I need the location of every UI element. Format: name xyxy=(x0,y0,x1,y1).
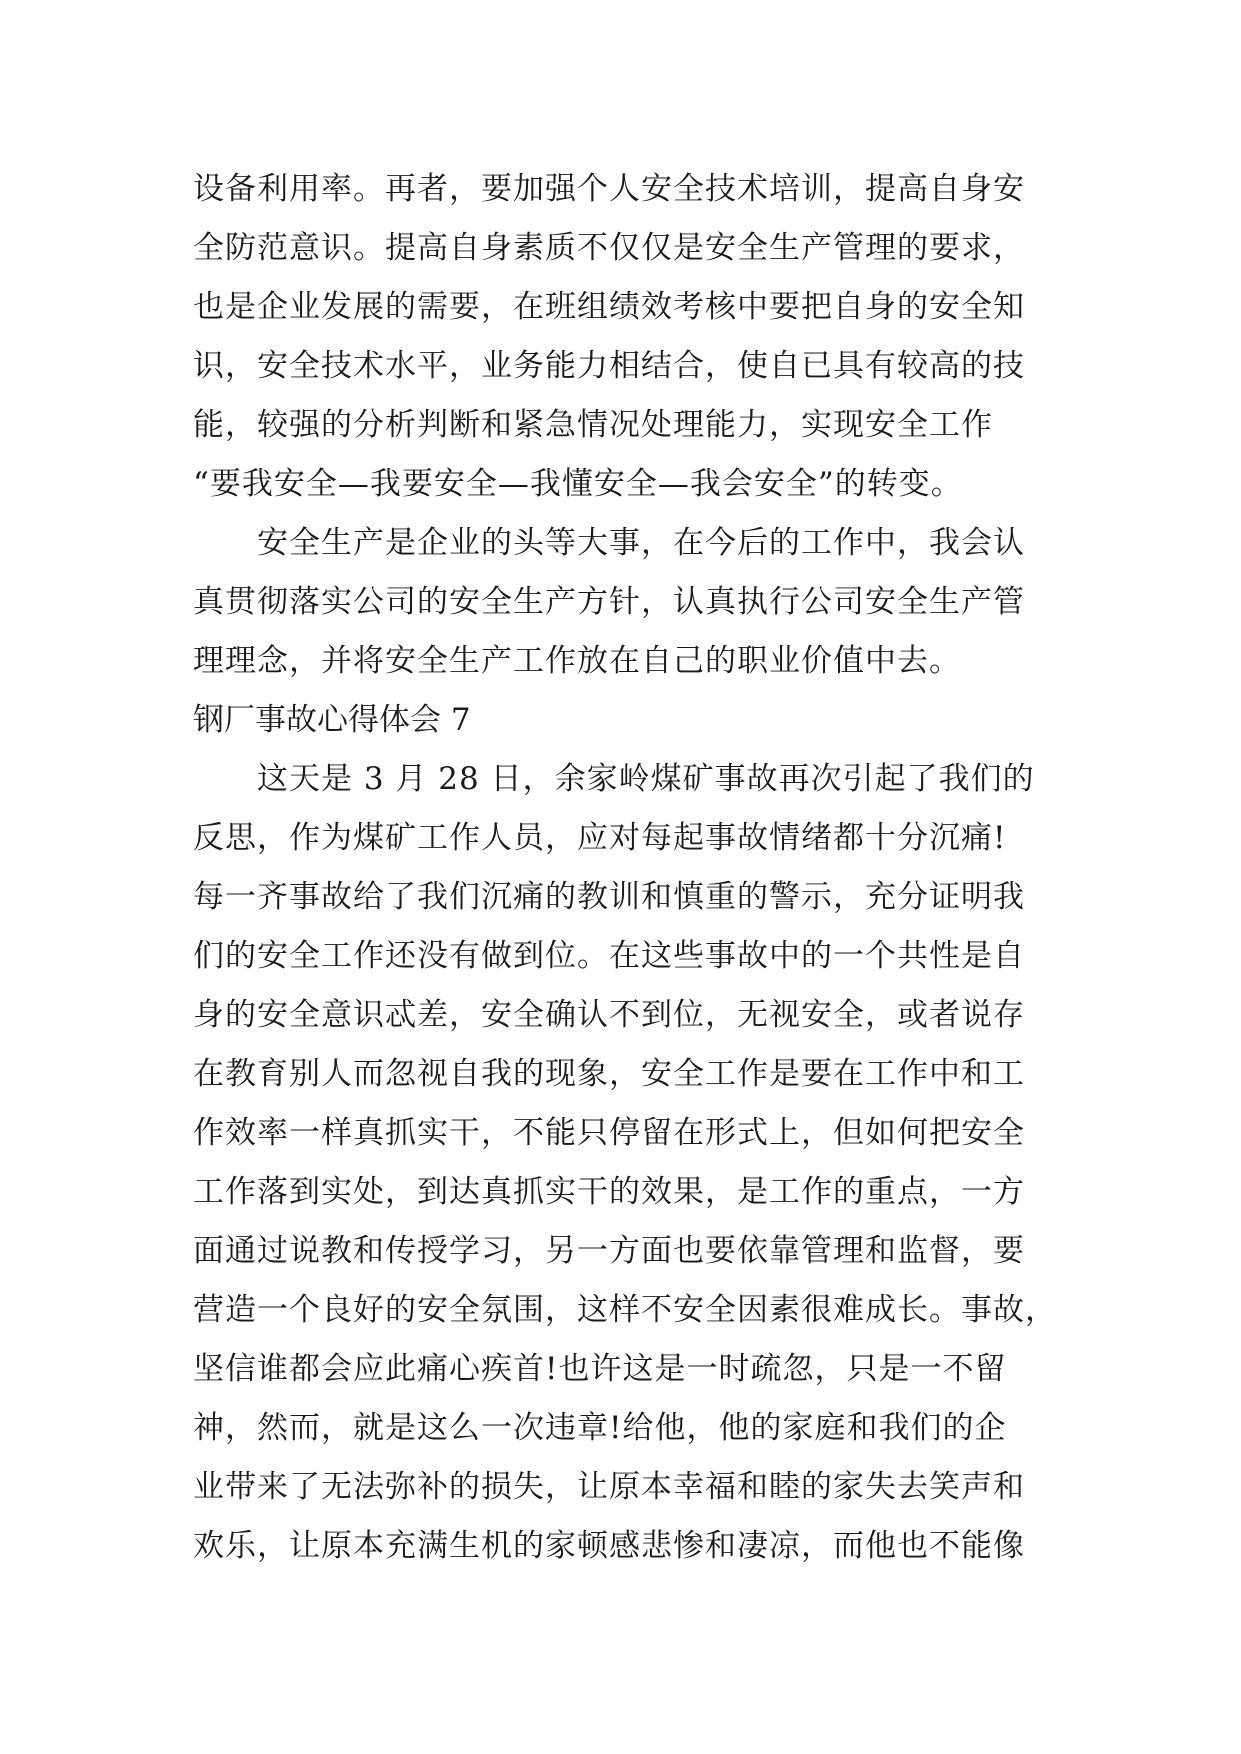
text-line: 设备利用率。再者，要加强个人安全技术培训，提高自身安 xyxy=(193,171,1025,207)
text-line: 面通过说教和传授学习，另一方面也要依靠管理和监督，要 xyxy=(193,1233,1025,1269)
text-line: 全防范意识。提高自身素质不仅仅是安全生产管理的要求， xyxy=(193,230,1025,266)
text-line: 真贯彻落实公司的安全生产方针，认真执行公司安全生产管 xyxy=(193,584,1025,620)
text-line: 反思，作为煤矿工作人员，应对每起事故情绪都十分沉痛! xyxy=(193,820,1007,856)
section-heading: 钢厂事故心得体会 7 xyxy=(193,702,471,738)
text-line: 每一齐事故给了我们沉痛的教训和慎重的警示，充分证明我 xyxy=(193,879,1025,915)
text-line: “要我安全—我要安全—我懂安全—我会安全”的转变。 xyxy=(193,466,963,502)
body-text xyxy=(193,160,1073,1576)
text-line: 坚信谁都会应此痛心疾首!也许这是一时疏忽，只是一不留 xyxy=(193,1351,1007,1387)
text-line: 在教育别人而忽视自我的现象，安全工作是要在工作中和工 xyxy=(193,1056,1025,1092)
text-line: 也是企业发展的需要，在班组绩效考核中要把自身的安全知 xyxy=(193,289,1025,325)
text-line: 工作落到实处，到达真抓实干的效果，是工作的重点，一方 xyxy=(193,1174,1025,1210)
text-line: 业带来了无法弥补的损失，让原本幸福和睦的家失去笑声和 xyxy=(193,1469,1025,1505)
text-line: 神，然而，就是这么一次违章!给他，他的家庭和我们的企 xyxy=(193,1410,1007,1446)
text-line: 识，安全技术水平，业务能力相结合，使自已具有较高的技 xyxy=(193,348,1025,384)
text-line: 营造一个良好的安全氛围，这样不安全因素很难成长。事故， xyxy=(193,1292,1057,1328)
text-line: 理理念，并将安全生产工作放在自己的职业价值中去。 xyxy=(193,643,961,679)
text-line: 安全生产是企业的头等大事，在今后的工作中，我会认 xyxy=(193,525,1025,561)
text-line: 这天是 3 月 28 日，余家岭煤矿事故再次引起了我们的 xyxy=(193,761,1035,797)
text-line: 身的安全意识忒差，安全确认不到位，无视安全，或者说存 xyxy=(193,997,1025,1033)
text-line: 能，较强的分析判断和紧急情况处理能力，实现安全工作 xyxy=(193,407,993,443)
text-line: 欢乐，让原本充满生机的家顿感悲惨和凄凉，而他也不能像 xyxy=(193,1528,1025,1564)
text-line: 们的安全工作还没有做到位。在这些事故中的一个共性是自 xyxy=(193,938,1025,974)
text-line: 作效率一样真抓实干，不能只停留在形式上，但如何把安全 xyxy=(193,1115,1025,1151)
